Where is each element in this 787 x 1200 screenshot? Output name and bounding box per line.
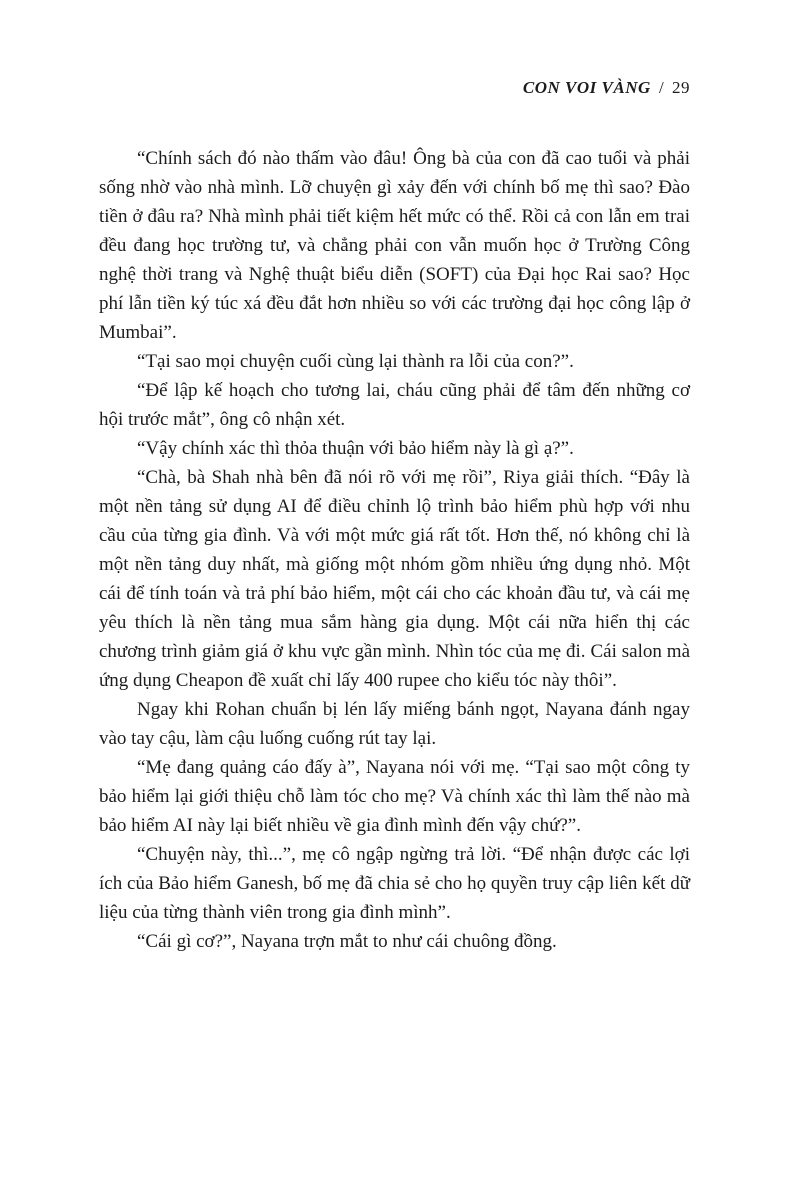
header-separator: / <box>659 78 664 97</box>
page-header <box>99 78 690 98</box>
paragraph: “Cái gì cơ?”, Nayana trợn mắt to như cái chuông đồng. <box>137 931 557 952</box>
paragraph: “Tại sao mọi chuyện cuối cùng lại thành ra lỗi của con?”. <box>137 351 574 372</box>
running-title: CON VOI VÀNG <box>522 78 651 97</box>
page-body <box>99 144 690 956</box>
paragraph: “Để lập kế hoạch cho tương lai, cháu cũng phải để tâm đến những cơ hội trước mắt”, ông cô nhận xét. <box>99 380 690 430</box>
paragraph: “Chính sách đó nào thấm vào đâu! Ông bà của con đã cao tuổi và phải sống nhờ vào nhà mình. Lỡ chuyện gì xảy đến với chính bố mẹ thì sao? Đào tiền ở đâu ra? Nhà mình phải tiết kiệm hết mức có thể. Rồi cả con lẫn em trai đều đang học trường tư, và chẳng phải con vẫn muốn học ở Trường Công nghệ thời trang và Nghệ thuật biểu diễn (SOFT) của Đại học Rai sao? Học phí lẫn tiền ký túc xá đều đắt hơn nhiều so với các trường đại học công lập ở Mumbai”. <box>99 148 690 343</box>
paragraph: “Chà, bà Shah nhà bên đã nói rõ với mẹ rồi”, Riya giải thích. “Đây là một nền tảng sử dụng AI để điều chỉnh lộ trình bảo hiểm phù hợp với nhu cầu của từng gia đình. Và với một mức giá rất tốt. Hơn thế, nó không chỉ là một nền tảng duy nhất, mà giống một nhóm gồm nhiều ứng dụng nhỏ. Một cái để tính toán và trả phí bảo hiểm, một cái cho các khoản đầu tư, và cái mẹ yêu thích là nền tảng mua sắm hàng gia dụng. Một cái nữa hiển thị các chương trình giảm giá ở khu vực gần mình. Nhìn tóc của mẹ đi. Cái salon mà ứng dụng Cheapon đề xuất chỉ lấy 400 rupee cho kiểu tóc này thôi”. <box>99 467 690 691</box>
paragraph: “Chuyện này, thì...”, mẹ cô ngập ngừng trả lời. “Để nhận được các lợi ích của Bảo hiểm Ganesh, bố mẹ đã chia sẻ cho họ quyền truy cập liên kết dữ liệu của từng thành viên trong gia đình mình”. <box>99 844 690 923</box>
paragraph: Ngay khi Rohan chuẩn bị lén lấy miếng bánh ngọt, Nayana đánh ngay vào tay cậu, làm cậu luống cuống rút tay lại. <box>99 699 690 749</box>
paragraph: “Vậy chính xác thì thỏa thuận với bảo hiểm này là gì ạ?”. <box>137 438 574 459</box>
paragraph: “Mẹ đang quảng cáo đấy à”, Nayana nói với mẹ. “Tại sao một công ty bảo hiểm lại giới thiệu chỗ làm tóc cho mẹ? Và chính xác thì làm thế nào mà bảo hiểm AI này lại biết nhiều về gia đình mình đến vậy chứ?”. <box>99 757 690 836</box>
page-number: 29 <box>672 78 690 97</box>
